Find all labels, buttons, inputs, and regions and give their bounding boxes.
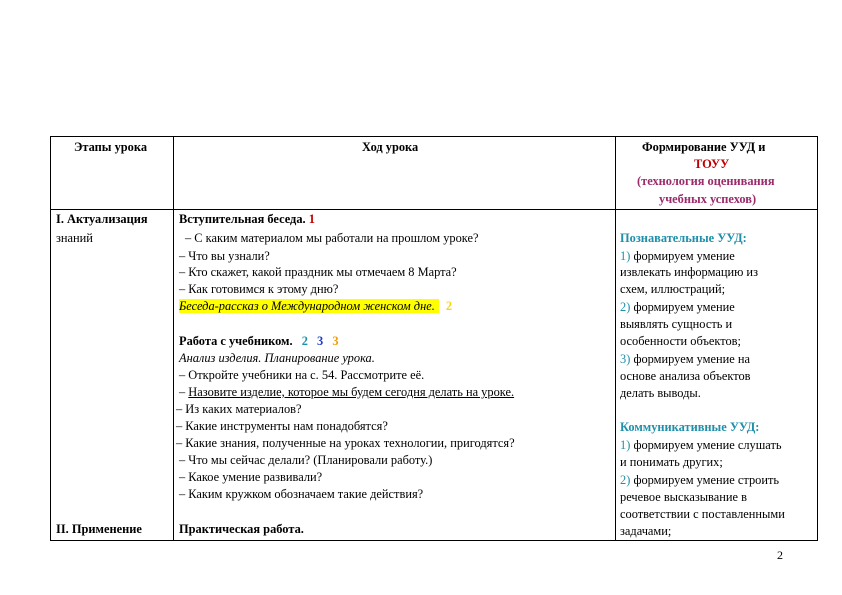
step-number: 1: [308, 212, 315, 226]
question: – Как готовимся к этому дню?: [179, 282, 339, 296]
uud-item-cont: делать выводы.: [620, 386, 701, 400]
table-column-divider: [173, 137, 174, 540]
header-touu-desc: (технология оценивания: [637, 174, 775, 188]
question: – Из каких материалов?: [176, 402, 302, 416]
question: – Что вы узнали?: [179, 249, 270, 263]
table-row-divider: [51, 209, 817, 210]
story-text: Беседа-рассказ о Международном женском дне.: [179, 299, 439, 313]
step-number: 2: [445, 299, 453, 313]
textbook-line: [179, 333, 339, 349]
question: – С каким материалом мы работали на прошлом уроке?: [185, 231, 479, 245]
question: – Какие инструменты нам понадобятся?: [176, 419, 388, 433]
intro-line: [179, 211, 315, 227]
uud-item: 2) формируем умение строить: [620, 473, 780, 487]
step-number: 3: [317, 334, 324, 348]
practical-title: Практическая работа.: [179, 522, 304, 536]
uud-item-cont: соответствии с поставленными: [620, 507, 785, 521]
uud-item-cont: основе анализа объектов: [620, 369, 751, 383]
uud-item: 1) формируем умение: [620, 249, 735, 263]
uud-item: 2) формируем умение: [620, 300, 735, 314]
uud-item-cont: задачами;: [620, 524, 672, 538]
page-number: 2: [777, 548, 783, 562]
question: – Кто скажет, какой праздник мы отмечаем 8 Марта?: [179, 265, 457, 279]
header-touu: ТОУУ: [694, 157, 730, 171]
question: – Каким кружком обозначаем такие действия?: [179, 487, 424, 501]
stage-2: II. Применение: [56, 522, 142, 536]
uud-item: 3) формируем умение на: [620, 352, 751, 366]
uud-item-cont: и понимать других;: [620, 455, 723, 469]
uud-item: 1) формируем умение слушать: [620, 438, 782, 452]
header-uud: Формирование УУД и: [642, 140, 766, 154]
step-number: 2: [301, 334, 308, 348]
question: – Что мы сейчас делали? (Планировали работу.): [179, 453, 433, 467]
intro-title: Вступительная беседа.: [179, 212, 306, 226]
question: – Какие знания, полученные на уроках технологии, пригодятся?: [176, 436, 515, 450]
stage-1: I. Актуализация: [56, 212, 148, 226]
uud-item-cont: особенности объектов;: [620, 334, 741, 348]
question: – Откройте учебники на с. 54. Рассмотрите её.: [179, 368, 425, 382]
analysis-text: Анализ изделия.: [179, 351, 262, 365]
stage-1-cont: знаний: [56, 231, 93, 245]
uud-item-cont: выявлять сущность и: [620, 317, 733, 331]
analysis-line: [179, 350, 375, 366]
uud-item-cont: схем, иллюстраций;: [620, 282, 726, 296]
textbook-title: Работа с учебником.: [179, 334, 293, 348]
header-lesson-flow: Ход урока: [362, 140, 419, 154]
question-underlined: – Назовите изделие, которое мы будем сегодня делать на уроке.: [179, 385, 515, 399]
cognitive-title: Познавательные УУД:: [620, 231, 747, 245]
question: – Какое умение развивали?: [179, 470, 323, 484]
header-touu-desc-2: учебных успехов): [659, 192, 757, 206]
planning-text: Планирование урока.: [264, 351, 375, 365]
uud-item-cont: извлекать информацию из: [620, 265, 758, 279]
communicative-title: Коммуникативные УУД:: [620, 420, 760, 434]
step-number: 3: [332, 334, 339, 348]
uud-item-cont: речевое высказывание в: [620, 490, 747, 504]
header-stages: Этапы урока: [74, 140, 148, 154]
story-line: [179, 298, 452, 314]
table-column-divider: [615, 137, 616, 540]
